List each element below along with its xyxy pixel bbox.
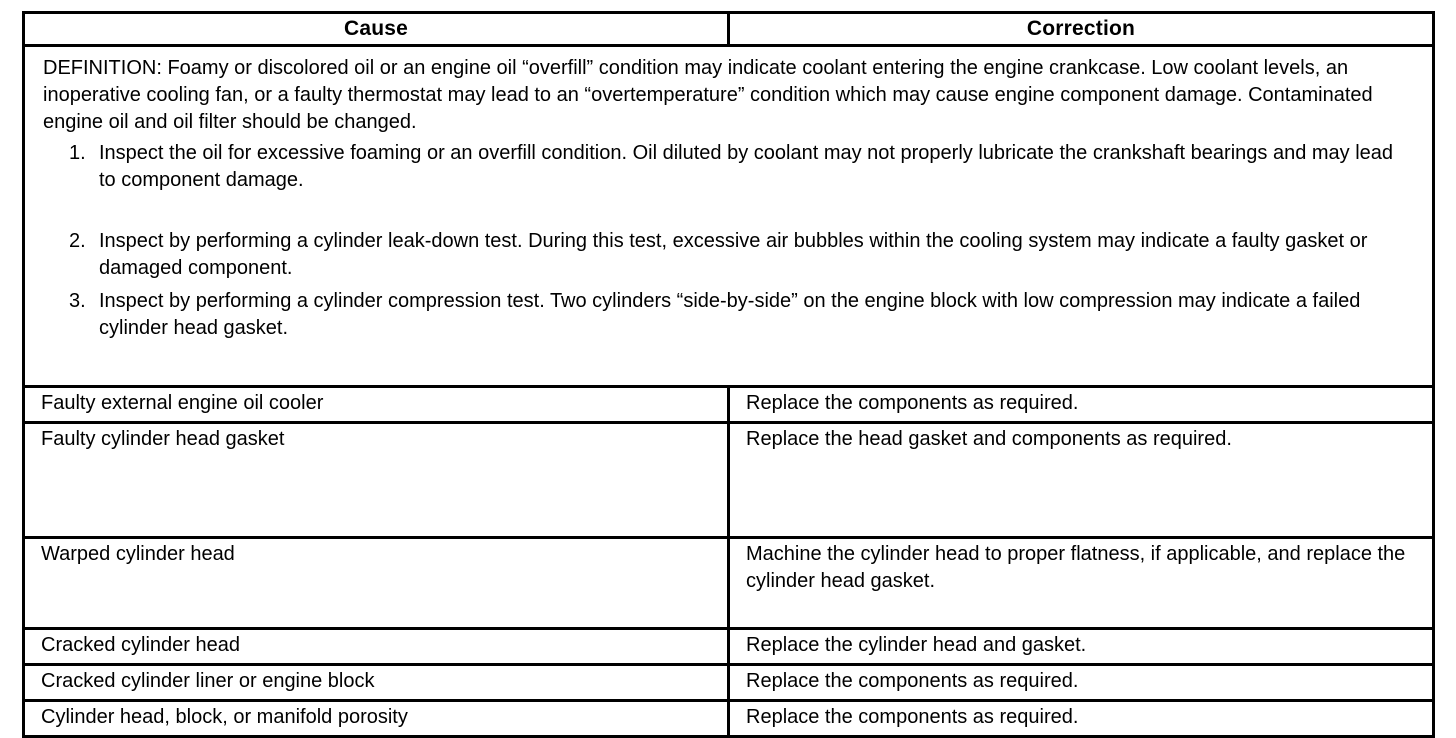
cause-cell: Cracked cylinder liner or engine block: [24, 665, 729, 701]
table-row: [24, 665, 1434, 701]
cause-header: Cause: [24, 13, 729, 46]
step-text: Inspect the oil for excessive foaming or an overfill condition. Oil diluted by coolant may not properly lubricate the crankshaft bearings and may lead to component damage.: [99, 142, 1394, 191]
step-item: [43, 140, 1412, 194]
table-row: [24, 629, 1434, 665]
step-item: [43, 228, 1412, 282]
correction-cell: Replace the components as required.: [729, 387, 1434, 423]
correction-cell: Replace the components as required.: [729, 701, 1434, 737]
step-text: Inspect by performing a cylinder leak-down test. During this test, excessive air bubbles within the cooling system may indicate a faulty gasket or damaged component.: [99, 230, 1368, 279]
table-row: [24, 701, 1434, 737]
correction-header: Correction: [729, 13, 1434, 46]
step-number: 1.: [69, 142, 86, 164]
cause-cell: Faulty cylinder head gasket: [24, 423, 729, 538]
header-row: [24, 13, 1434, 46]
definition-cell: [24, 46, 1434, 387]
cause-cell: Cracked cylinder head: [24, 629, 729, 665]
table-row: [24, 538, 1434, 629]
definition-row: [24, 46, 1434, 387]
correction-cell: Machine the cylinder head to proper flatness, if applicable, and replace the cylinder head gasket.: [729, 538, 1434, 629]
table-row: [24, 387, 1434, 423]
step-item: [43, 288, 1412, 342]
cause-cell: Warped cylinder head: [24, 538, 729, 629]
step-number: 3.: [69, 290, 86, 312]
step-text: Inspect by performing a cylinder compression test. Two cylinders “side-by-side” on the engine block with low compression may indicate a failed cylinder head gasket.: [99, 290, 1361, 339]
table-row: [24, 423, 1434, 538]
correction-cell: Replace the components as required.: [729, 665, 1434, 701]
definition-text: DEFINITION: Foamy or discolored oil or an engine oil “overfill” condition may indicate coolant entering the engine crankcase. Low coolant levels, an inoperative cooling fan, or a faulty thermostat may lead to an “overtemperature” condition which may cause engine component damage. Contaminated engine oil and oil filter should be changed.: [43, 57, 1373, 133]
cause-cell: Faulty external engine oil cooler: [24, 387, 729, 423]
inspection-steps: [43, 140, 1412, 342]
troubleshooting-table: [22, 11, 1435, 738]
correction-cell: Replace the head gasket and components as required.: [729, 423, 1434, 538]
step-number: 2.: [69, 230, 86, 252]
correction-cell: Replace the cylinder head and gasket.: [729, 629, 1434, 665]
cause-cell: Cylinder head, block, or manifold porosity: [24, 701, 729, 737]
